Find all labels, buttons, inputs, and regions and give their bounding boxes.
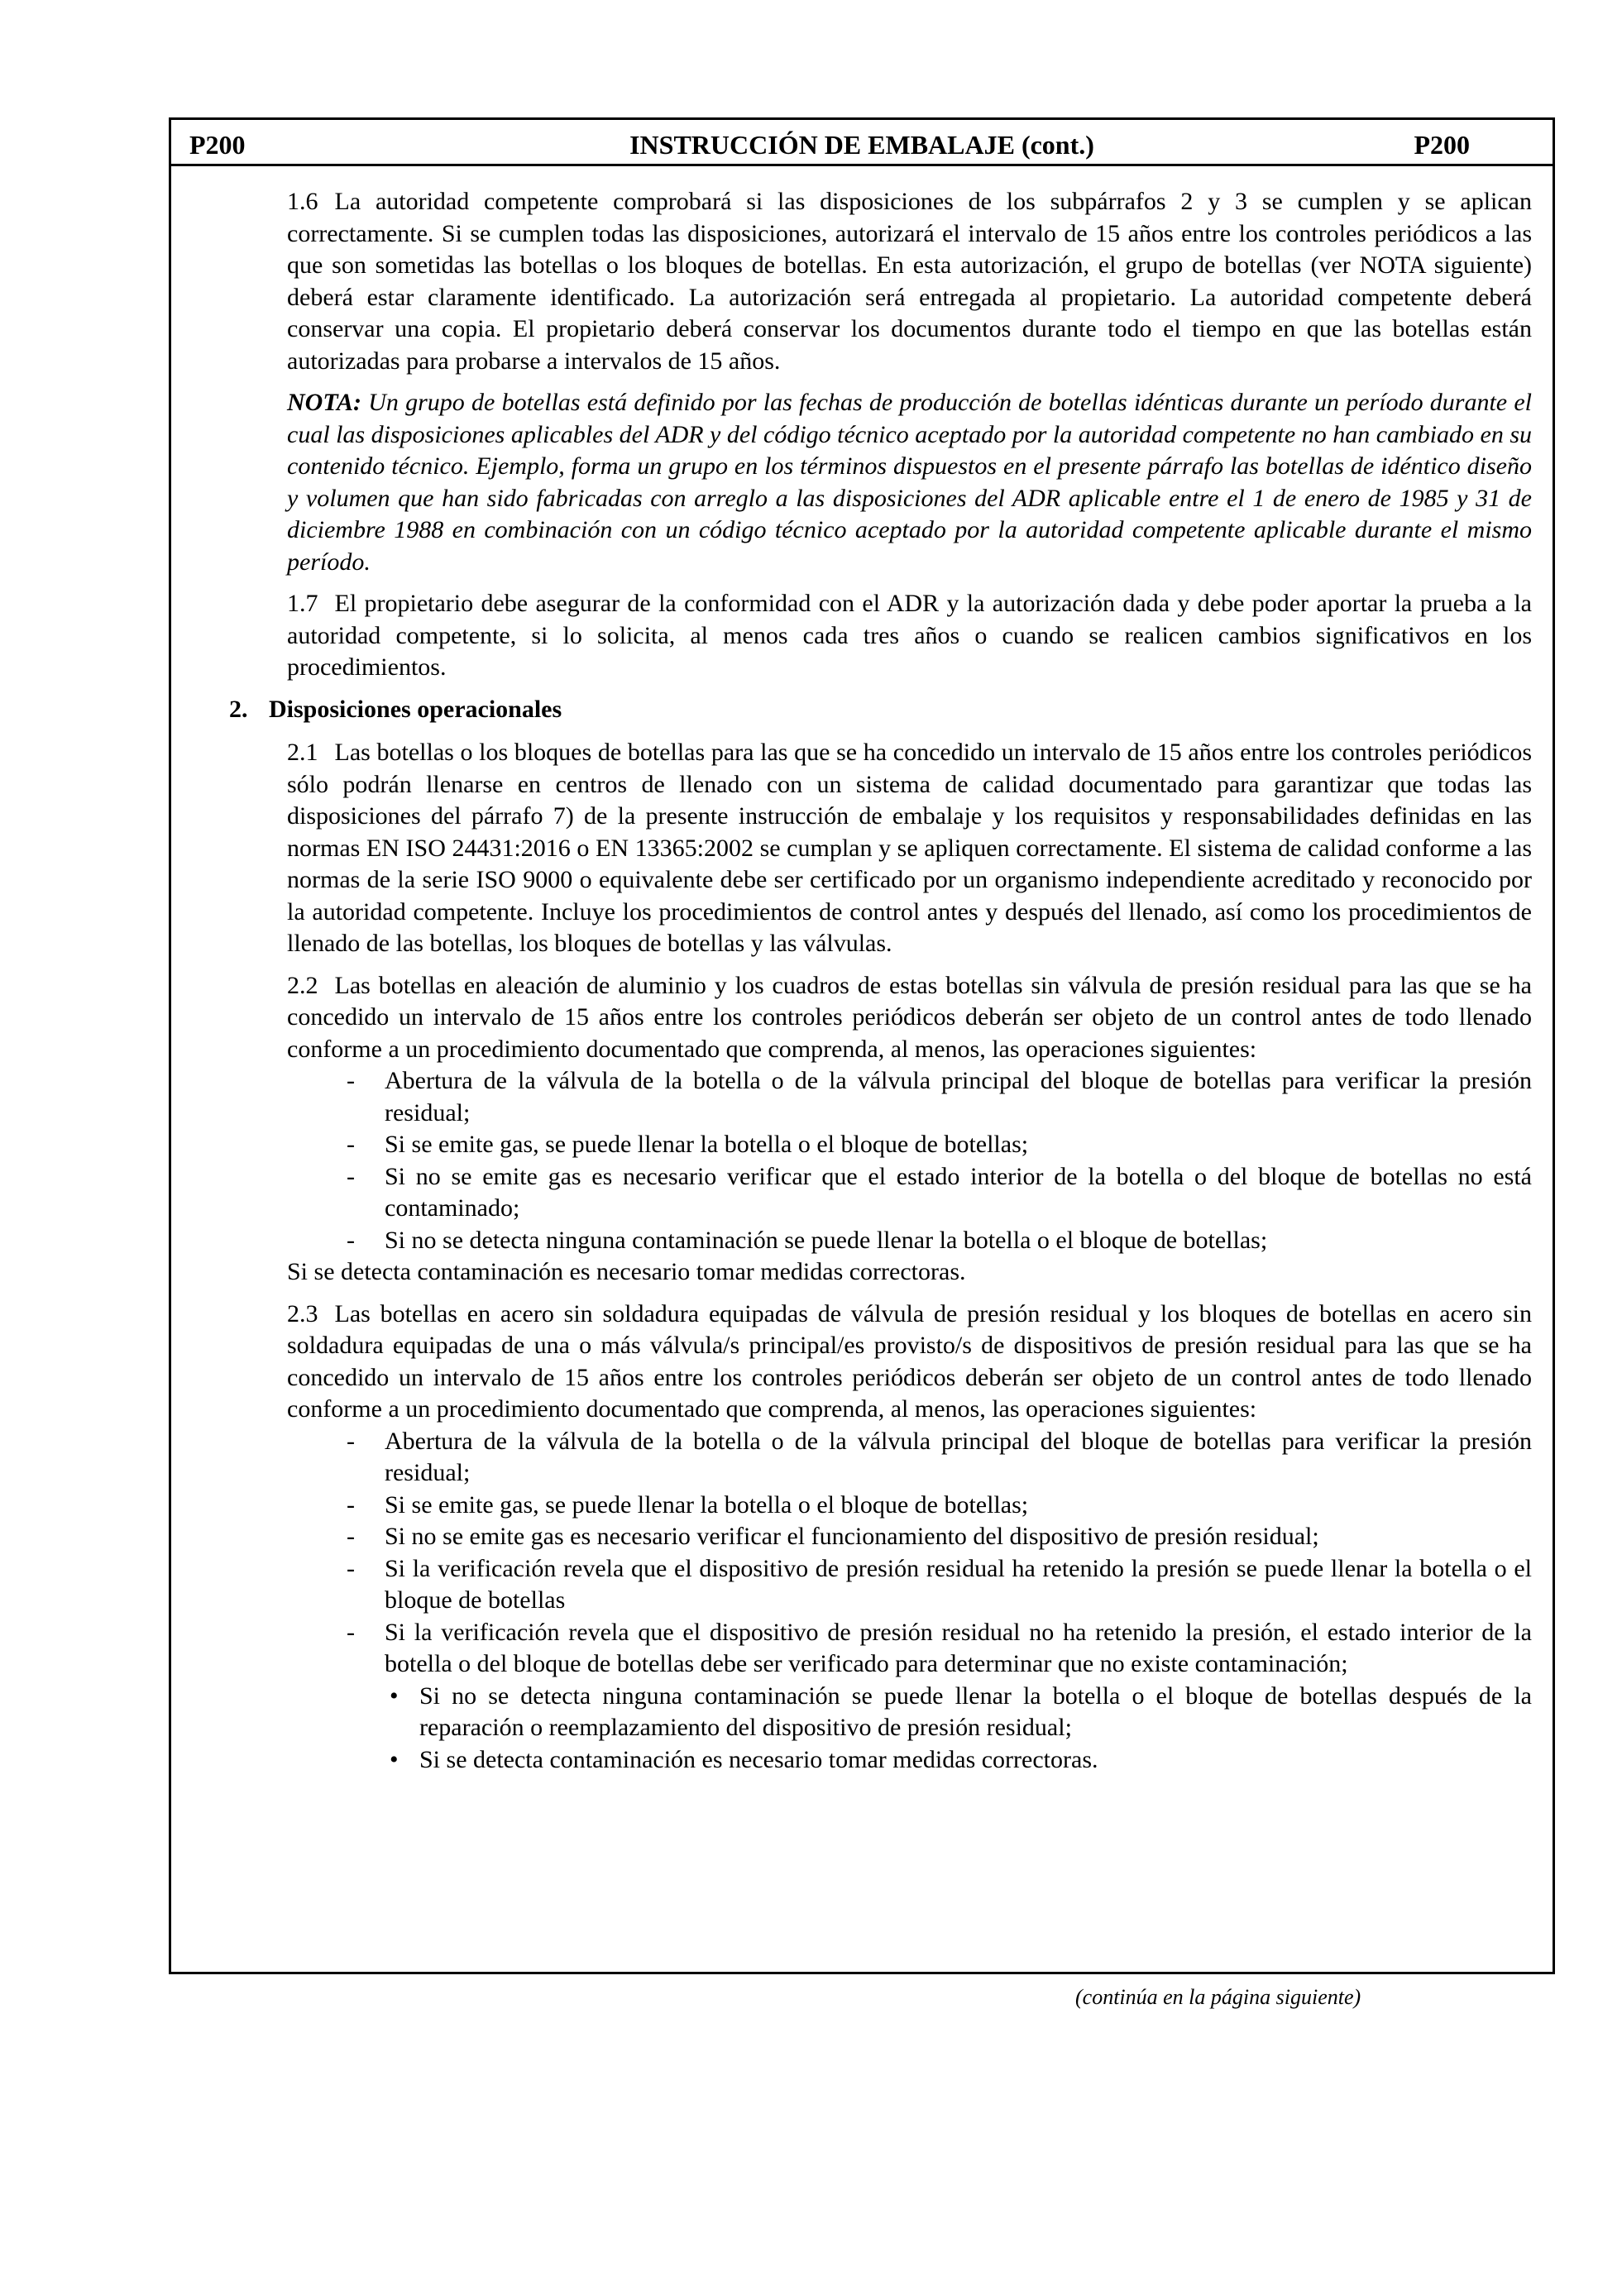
page-title: INSTRUCCIÓN DE EMBALAJE (cont.) — [629, 130, 1094, 160]
dash-marker: - — [347, 1067, 355, 1094]
paragraph-2-1 — [287, 737, 1532, 960]
instruction-code-left: P200 — [189, 130, 246, 160]
paragraph-1-7 — [287, 588, 1532, 684]
section-heading — [229, 694, 1532, 726]
paragraph-number: 2.2 — [287, 971, 318, 999]
list-item: - Si no se detecta ninguna contaminación se puede llenar la botella o el bloque de botellas; — [287, 1225, 1532, 1257]
paragraph-number: 1.7 — [287, 590, 318, 617]
list-item: - Si no se emite gas es necesario verificar que el estado interior de la botella o del bloque de botellas no está contaminado; — [347, 1162, 1532, 1222]
dash-marker: - — [347, 1162, 355, 1190]
dash-marker: - — [347, 1427, 355, 1455]
section-title: Disposiciones operacionales — [269, 695, 562, 723]
paragraph-2-3 — [287, 1299, 1532, 1777]
list-item: - Abertura de la válvula de la botella o de la válvula principal del bloque de botellas para verificar la presión residual; — [347, 1067, 1532, 1126]
paragraph-number: 1.6 — [287, 188, 318, 215]
note-paragraph — [287, 387, 1532, 578]
section-number: 2. — [229, 695, 248, 723]
closing-sentence: Si se detecta contaminación es necesario tomar medidas correctoras. — [287, 1258, 966, 1285]
dash-marker: - — [347, 1131, 355, 1158]
bullet-item: • Si se detecta contaminación es necesario tomar medidas correctoras. — [287, 1744, 1532, 1777]
table-body — [229, 186, 1533, 1776]
operations-list — [287, 1065, 1532, 1256]
table-header — [171, 120, 1553, 166]
bullet-item: • Si no se detecta ninguna contaminación se puede llenar la botella o el bloque de botellas después de la reparación o reemplazamiento del dispositivo de presión residual; — [390, 1681, 1532, 1741]
sub-bullet-list — [287, 1681, 1532, 1777]
continued-note: (continúa en la página siguiente) — [1075, 1985, 1361, 2009]
list-item: - Si la verificación revela que el dispositivo de presión residual ha retenido la presión se puede llenar la botella o el bloque de botellas — [347, 1554, 1532, 1614]
bullet-marker: • — [390, 1745, 399, 1773]
packing-instruction-table — [169, 117, 1555, 1974]
paragraph-text: El propietario debe asegurar de la conformidad con el ADR y la autorización dada y debe poder aportar la prueba a la autoridad competente, si lo solicita, al menos cada tres años o cuando se realicen cambios significativos en los procedimientos. — [287, 590, 1532, 681]
paragraph-text: Las botellas o los bloques de botellas para las que se ha concedido un intervalo de 15 años entre los controles periódicos sólo podrán llenarse en centros de llenado con un sistema de calidad documentado para garantizar que todas las disposiciones del párrafo 7) de la presente instrucción de embalaje y los requisitos y responsabilidades definidas en las normas EN ISO 24431:2016 o EN 13365:2002 se cumplan y se apliquen correctamente. El sistema de calidad conforme a las normas de la serie ISO 9000 o equivalente debe ser certificado por un organismo independiente acreditado y reconocido por la autoridad competente. Incluye los procedimientos de control antes y después del llenado, así como los procedimientos de llenado de las botellas, los bloques de botellas y las válvulas. — [287, 739, 1532, 957]
paragraph-1-6 — [287, 186, 1532, 377]
paragraph-number: 2.3 — [287, 1299, 318, 1327]
paragraph-2-2 — [287, 970, 1532, 1289]
dash-marker: - — [347, 1490, 355, 1519]
list-item: - Si la verificación revela que el dispositivo de presión residual no ha retenido la presión, el estado interior de la botella o del bloque de botellas debe ser verificado para determinar que no existe contaminación; — [347, 1618, 1532, 1677]
list-item: - Si no se emite gas es necesario verificar el funcionamiento del dispositivo de presión residual; — [287, 1521, 1532, 1553]
note-label: NOTA: — [287, 389, 361, 416]
dash-marker: - — [347, 1554, 355, 1582]
dash-marker: - — [347, 1226, 355, 1254]
paragraph-number: 2.1 — [287, 739, 318, 766]
operations-list — [287, 1426, 1532, 1681]
list-item: - Si se emite gas, se puede llenar la botella o el bloque de botellas; — [287, 1129, 1532, 1161]
dash-marker: - — [347, 1523, 355, 1550]
instruction-code-right: P200 — [1414, 130, 1470, 160]
bullet-marker: • — [390, 1681, 399, 1710]
paragraph-text: Las botellas en aleación de aluminio y los cuadros de estas botellas sin válvula de presión residual para las que se ha concedido un intervalo de 15 años entre los controles periódicos deberán ser objeto de un control antes de todo llenado conforme a un procedimiento documentado que comprenda, al menos, las operaciones siguientes: — [287, 971, 1532, 1063]
paragraph-text: La autoridad competente comprobará si las disposiciones de los subpárrafos 2 y 3 se cumplen y se aplican correctamente. Si se cumplen todas las disposiciones, autorizará el intervalo de 15 años entre los controles periódicos a las que son sometidas las botellas o los bloques de botellas. En esta autorización, el grupo de botellas (ver NOTA siguiente) deberá estar claramente identificado. La autorización será entregada al propietario. La autoridad competente deberá conservar una copia. El propietario deberá conservar los documentos durante todo el tiempo en que las botellas están autorizadas para probarse a intervalos de 15 años. — [287, 188, 1532, 375]
list-item: - Abertura de la válvula de la botella o de la válvula principal del bloque de botellas para verificar la presión residual; — [347, 1427, 1532, 1486]
note-text: Un grupo de botellas está definido por las fechas de producción de botellas idénticas durante un período durante el cual las disposiciones aplicables del ADR y del código técnico aceptado por la autoridad competente no han cambiado en su contenido técnico. Ejemplo, forma un grupo en los términos dispuestos en el presente párrafo las botellas de idéntico diseño y volumen que han sido fabricadas con arreglo a las disposiciones del ADR aplicable entre el 1 de enero de 1985 y 31 de diciembre 1988 en combinación con un código técnico aceptado por la autoridad competente aplicable durante el mismo período. — [287, 389, 1533, 576]
paragraph-text: Las botellas en acero sin soldadura equipadas de válvula de presión residual y los bloques de botellas en acero sin soldadura equipadas de una o más válvula/s principal/es provisto/s de dispositivos de presión residual para las que se ha concedido un intervalo de 15 años entre los controles periódicos deberán ser objeto de un control antes de todo llenado conforme a un procedimiento documentado que comprenda, al menos, las operaciones siguientes: — [287, 1299, 1532, 1423]
list-item: - Si se emite gas, se puede llenar la botella o el bloque de botellas; — [287, 1490, 1532, 1522]
dash-marker: - — [347, 1618, 355, 1646]
